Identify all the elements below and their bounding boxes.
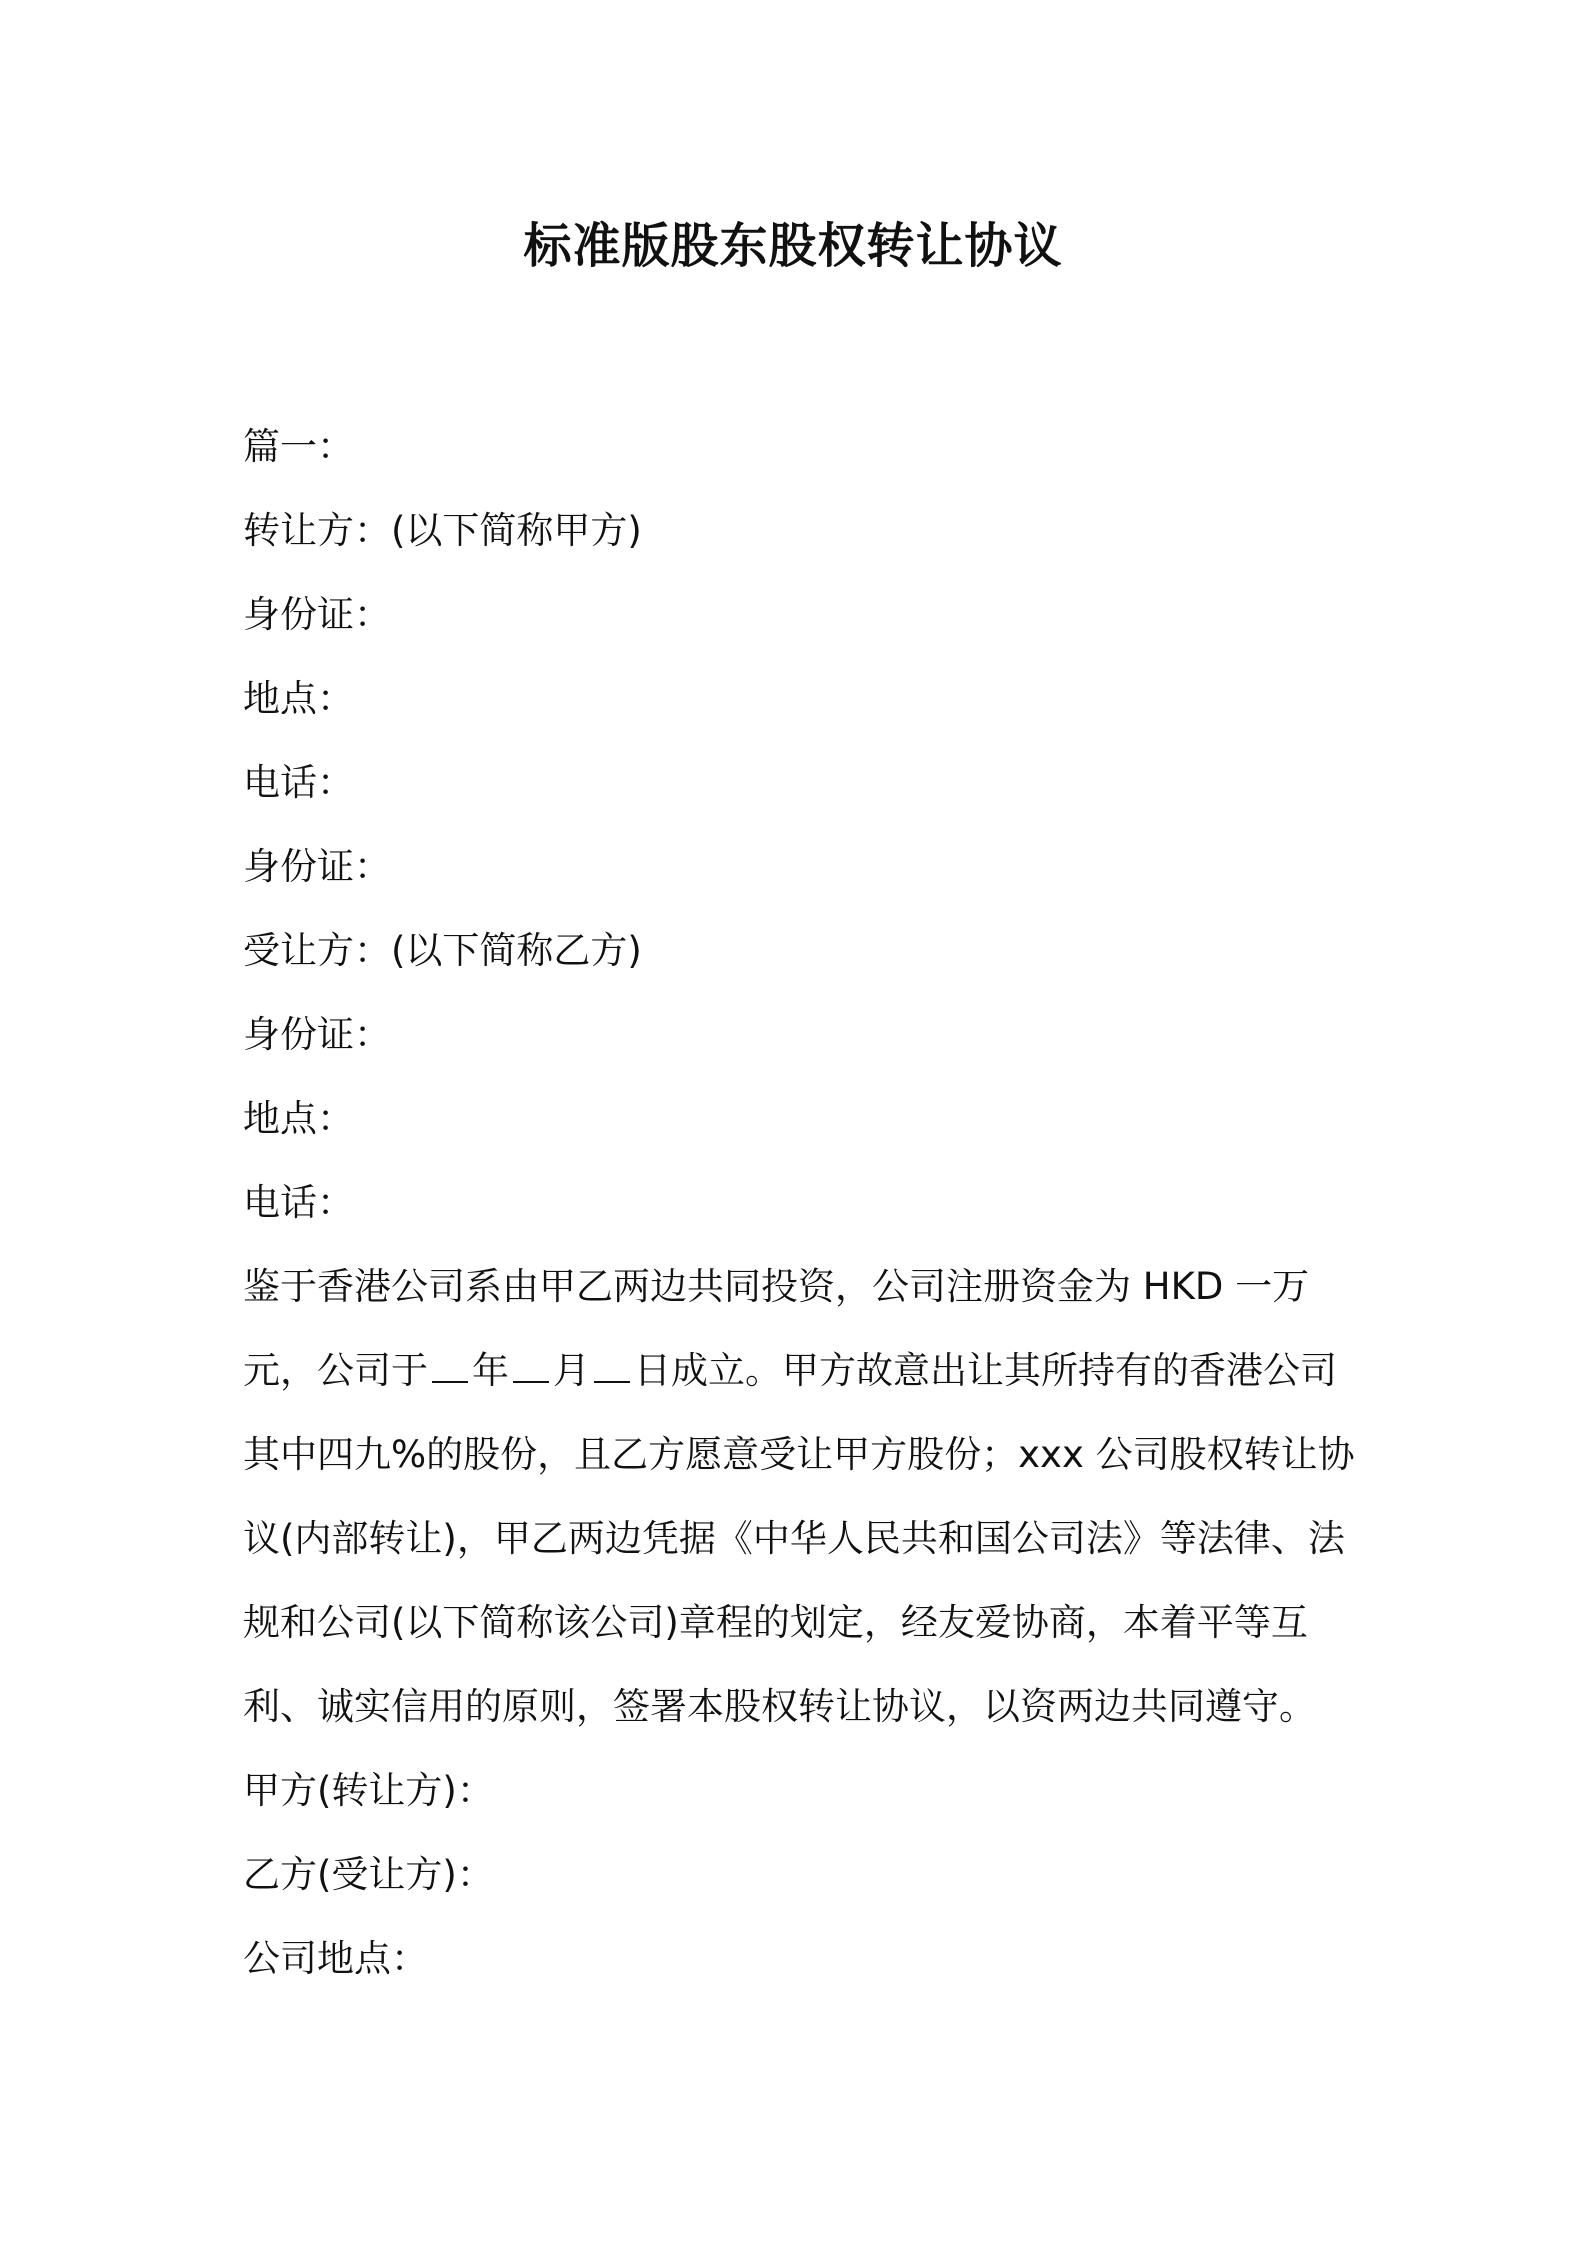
section-heading: 篇一：	[243, 425, 354, 468]
month-blank	[513, 1351, 549, 1383]
transferor-id-label: 身份证：	[243, 593, 391, 636]
company-address-label: 公司地点：	[243, 1937, 428, 1980]
month-label: 月	[553, 1349, 590, 1392]
preamble-paragraph	[243, 1245, 1373, 1749]
transferor-label: 转让方：(以下简称甲方)	[243, 509, 642, 552]
document-title: 标准版股东股权转让协议	[523, 218, 1063, 274]
transferee-phone-label: 电话：	[243, 1181, 354, 1224]
day-blank	[594, 1351, 630, 1383]
document-body	[243, 405, 1373, 2001]
transferor-id-label-2: 身份证：	[243, 845, 391, 888]
transferor-phone-label: 电话：	[243, 761, 354, 804]
transferee-address-label: 地点：	[243, 1097, 354, 1140]
preamble-text-2: 日成立。甲方故意出让其所持有的香港公司其中四九%的股份，且乙方愿意受让甲方股份；xxx 公司股权转让协议(内部转让)，甲乙两边凭据《中华人民共和国公司法》等法律、法规和公司(以下简称该公司)章程的划定，经友爱协商，本着平等互利、诚实信用的原则，签署本股权转让协议，以资两边共同遵守。	[243, 1349, 1355, 1728]
party-b-label: 乙方(受让方)：	[243, 1853, 494, 1896]
preamble-text-1: 鉴于香港公司系由甲乙两边共同投资，公司注册资金为 HKD 一万元，公司于	[243, 1265, 1310, 1392]
transferor-address-label: 地点：	[243, 677, 354, 720]
transferee-label: 受让方：(以下简称乙方)	[243, 929, 642, 972]
year-blank	[432, 1351, 468, 1383]
party-a-label: 甲方(转让方)：	[243, 1769, 494, 1812]
year-label: 年	[472, 1349, 509, 1392]
transferee-id-label: 身份证：	[243, 1013, 391, 1056]
